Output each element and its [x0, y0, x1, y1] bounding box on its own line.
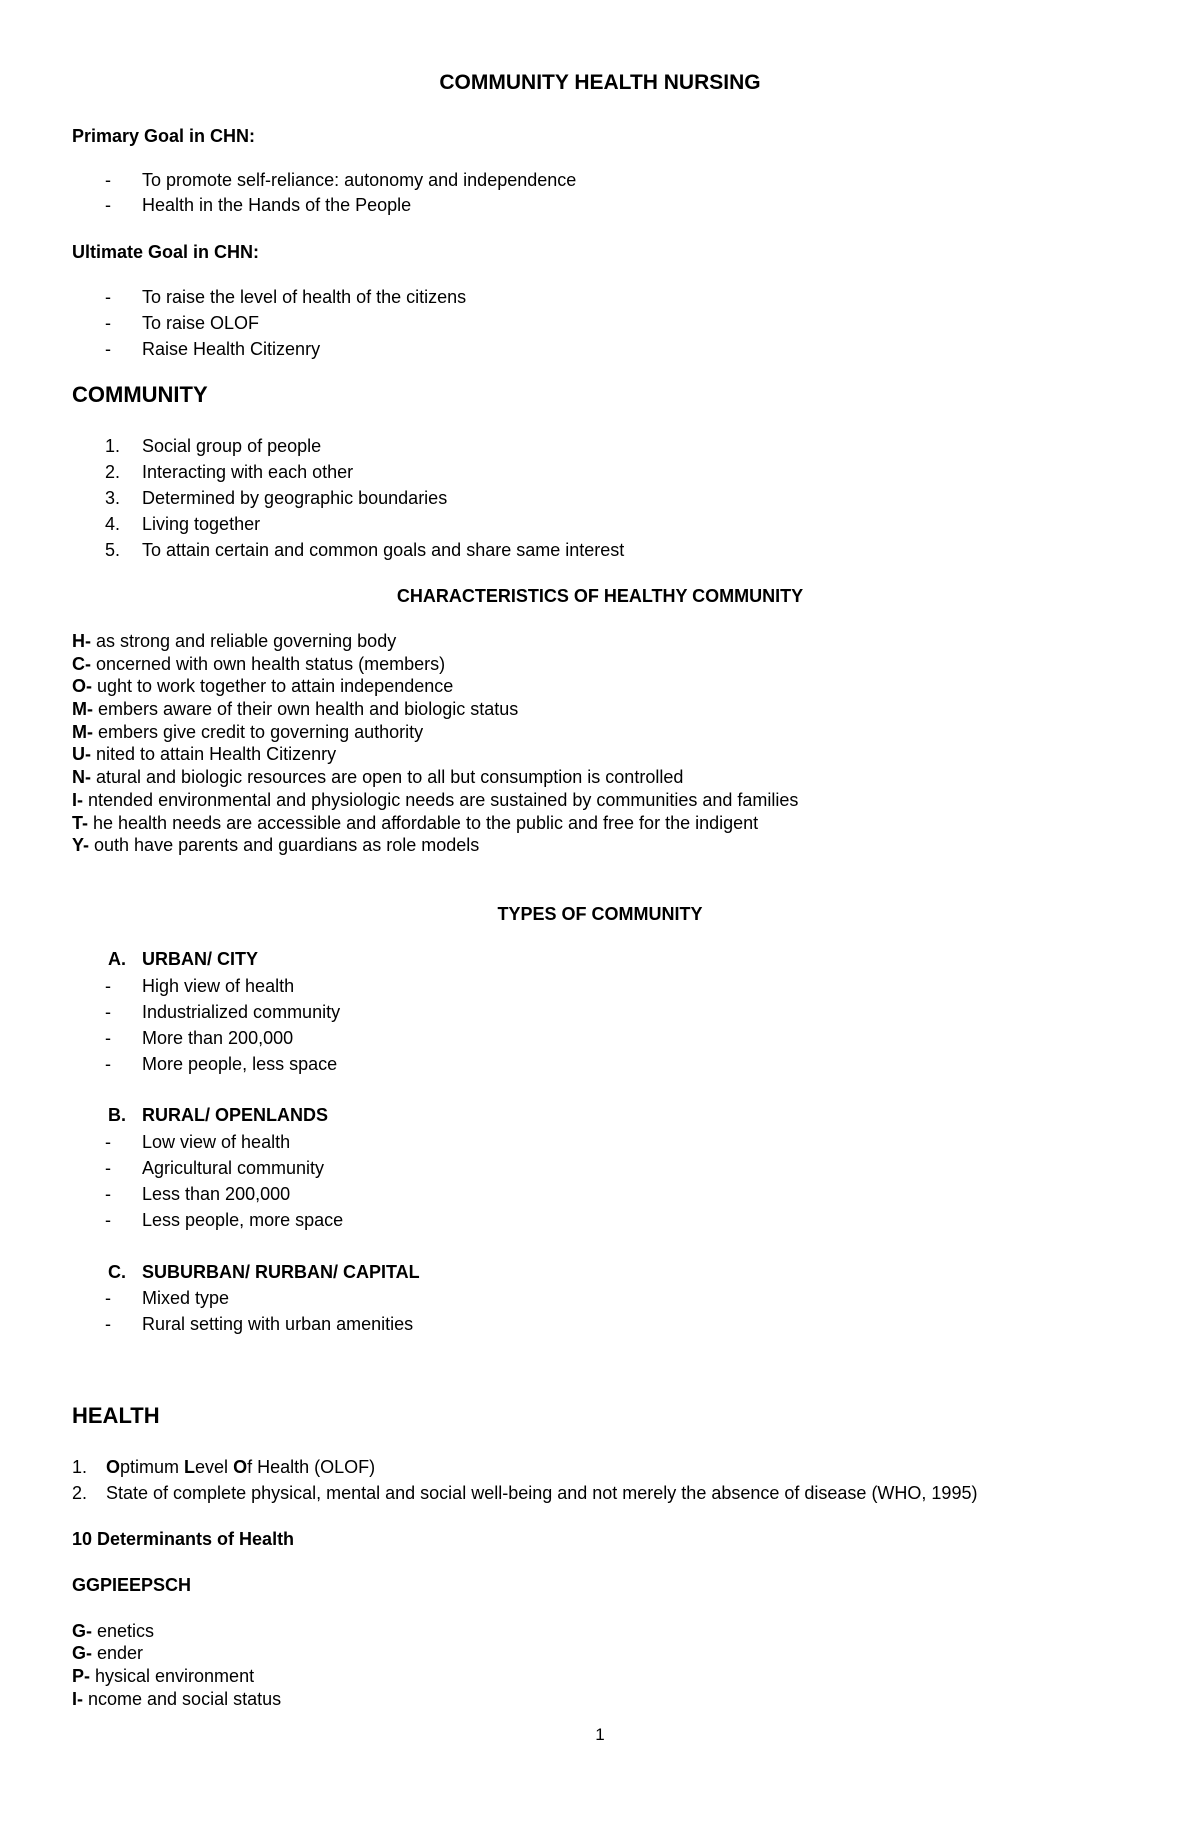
bullet-dash: -	[105, 1314, 111, 1334]
determinant-item: P- hysical environment	[72, 1666, 255, 1686]
list-number: 4.	[105, 514, 121, 534]
list-number: 2.	[72, 1483, 88, 1503]
list-number: 3.	[105, 488, 121, 508]
bullet-dash: -	[105, 170, 111, 190]
bullet-dash: -	[105, 1054, 111, 1074]
determinant-item: I- ncome and social status	[72, 1689, 282, 1709]
characteristic-item: N- atural and biologic resources are open to all but consumption is controlled	[72, 767, 684, 787]
type-item: More people, less space	[142, 1054, 338, 1074]
types-heading: TYPES OF COMMUNITY	[497, 904, 703, 924]
ultimate-goal-item: To raise OLOF	[142, 313, 260, 333]
health-heading: HEALTH	[72, 1403, 160, 1428]
primary-goal-item: To promote self-reliance: autonomy and independence	[142, 170, 577, 190]
bullet-dash: -	[105, 195, 111, 215]
type-item: Less than 200,000	[142, 1184, 291, 1204]
type-item: High view of health	[142, 976, 295, 996]
community-item: Determined by geographic boundaries	[142, 488, 448, 508]
characteristic-item: M- embers give credit to governing authority	[72, 722, 424, 742]
type-name: SUBURBAN/ RURBAN/ CAPITAL	[142, 1262, 420, 1282]
bullet-dash: -	[105, 313, 111, 333]
type-item: Agricultural community	[142, 1158, 325, 1178]
bullet-dash: -	[105, 1028, 111, 1048]
primary-goal-item: Health in the Hands of the People	[142, 195, 412, 215]
community-item: Social group of people	[142, 436, 322, 456]
characteristics-heading: CHARACTERISTICS OF HEALTHY COMMUNITY	[396, 586, 804, 606]
determinants-acronym: GGPIEEPSCH	[72, 1575, 192, 1595]
characteristic-item: O- ught to work together to attain independence	[72, 676, 454, 696]
bullet-dash: -	[105, 1132, 111, 1152]
list-number: 1.	[72, 1457, 88, 1477]
determinant-item: G- enetics	[72, 1621, 155, 1641]
community-item: To attain certain and common goals and share same interest	[142, 540, 625, 560]
list-number: 2.	[105, 462, 121, 482]
characteristic-item: T- he health needs are accessible and affordable to the public and free for the indigent	[72, 813, 759, 833]
bullet-dash: -	[105, 1184, 111, 1204]
bullet-dash: -	[105, 1288, 111, 1308]
page-number: 1	[595, 1725, 605, 1744]
type-item: Low view of health	[142, 1132, 291, 1152]
type-label: C.	[108, 1262, 126, 1282]
type-name: URBAN/ CITY	[142, 949, 258, 969]
primary-goal-heading: Primary Goal in CHN:	[72, 126, 256, 146]
characteristic-item: Y- outh have parents and guardians as role models	[72, 835, 480, 855]
bullet-dash: -	[105, 1158, 111, 1178]
bullet-dash: -	[105, 287, 111, 307]
bullet-dash: -	[105, 1210, 111, 1230]
type-label: B.	[108, 1105, 126, 1125]
characteristic-item: C- oncerned with own health status (members)	[72, 654, 446, 674]
determinants-heading: 10 Determinants of Health	[72, 1529, 295, 1549]
characteristic-item: I- ntended environmental and physiologic needs are sustained by communities and families	[72, 790, 799, 810]
bullet-dash: -	[105, 976, 111, 996]
determinant-item: G- ender	[72, 1643, 144, 1663]
type-label: A.	[108, 949, 126, 969]
characteristic-item: U- nited to attain Health Citizenry	[72, 744, 337, 764]
type-item: More than 200,000	[142, 1028, 294, 1048]
list-number: 1.	[105, 436, 121, 456]
health-item: State of complete physical, mental and social well-being and not merely the absence of disease (WHO, 1995)	[106, 1483, 978, 1503]
type-name: RURAL/ OPENLANDS	[142, 1105, 329, 1125]
ultimate-goal-item: Raise Health Citizenry	[142, 339, 321, 359]
list-number: 5.	[105, 540, 121, 560]
bullet-dash: -	[105, 1002, 111, 1022]
type-item: Rural setting with urban amenities	[142, 1314, 414, 1334]
health-item: Optimum Level Of Health (OLOF)	[106, 1457, 376, 1477]
characteristic-item: M- embers aware of their own health and biologic status	[72, 699, 519, 719]
ultimate-goal-item: To raise the level of health of the citizens	[142, 287, 467, 307]
characteristic-item: H- as strong and reliable governing body	[72, 631, 397, 651]
type-item: Mixed type	[142, 1288, 230, 1308]
type-item: Less people, more space	[142, 1210, 344, 1230]
community-item: Living together	[142, 514, 261, 534]
type-item: Industrialized community	[142, 1002, 341, 1022]
page-title: COMMUNITY HEALTH NURSING	[439, 71, 761, 94]
community-heading: COMMUNITY	[72, 382, 208, 407]
community-item: Interacting with each other	[142, 462, 354, 482]
bullet-dash: -	[105, 339, 111, 359]
ultimate-goal-heading: Ultimate Goal in CHN:	[72, 242, 260, 262]
